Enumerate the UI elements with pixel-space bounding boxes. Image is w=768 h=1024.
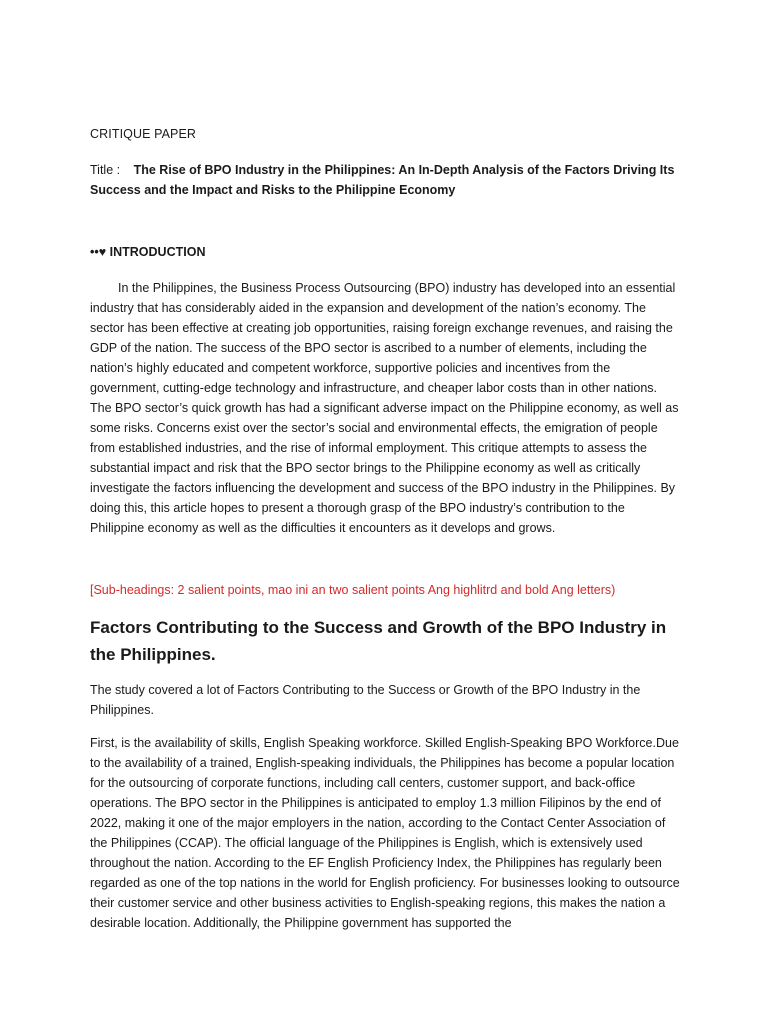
subheading-note: [Sub-headings: 2 salient points, mao ini an two salient points Ang highlitrd and bold Ang letters) — [90, 583, 616, 597]
introduction-paragraph: In the Philippines, the Business Process Outsourcing (BPO) industry has developed into an essential industry that has considerably aided in the expansion and development of the nation’s economy. The sector has been effective at creating job opportunities, raising foreign exchange revenues, and raising the GDP of the nation. The success of the BPO sector is ascribed to a number of elements, including the nation’s highly educated and competent workforce, supportive policies and incentives from the government, cutting-edge technology and infrastructure, and cheaper labor costs than in other nations. The BPO sector’s quick growth has had a significant adverse impact on the Philippine economy, as well as some risks. Concerns exist over the sector’s social and environmental effects, the emigration of people from established industries, and the rise of informal employment. This critique attempts to assess the substantial impact and risk that the BPO sector brings to the Philippine economy as well as critically investigate the factors influencing the development and success of the BPO industry in the Philippines. By doing this, this article hopes to present a thorough grasp of the BPO industry’s contribution to the Philippine economy as well as the difficulties it encounters as it develops and grows. — [90, 281, 679, 535]
section-body-paragraph: First, is the availability of skills, English Speaking workforce. Skilled English-Speaking BPO Workforce.Due to the availability of a trained, English-speaking individuals, the Philippines has become a popular location for the outsourcing of corporate functions, including call centers, customer support, and back-office operations. The BPO sector in the Philippines is anticipated to employ 1.3 million Filipinos by the end of 2022, making it one of the major employers in the nation, according to the Contact Center Association of the Philippines (CCAP). The official language of the Philippines is English, which is extensively used throughout the nation. According to the EF English Proficiency Index, the Philippines has regularly been regarded as one of the top nations in the world for English proficiency. For businesses looking to outsource their customer service and other business activities to English-speaking regions, this makes the nation a desirable location. Additionally, the Philippine government has supported the — [90, 736, 680, 930]
title-prefix: Title : — [90, 163, 121, 177]
document-label: CRITIQUE PAPER — [90, 127, 197, 141]
introduction-heading: ••♥ INTRODUCTION — [90, 245, 206, 259]
document-title: The Rise of BPO Industry in the Philippines: An In-Depth Analysis of the Factors Driving Its Success and the Impact and Risks to the Philippine Economy — [90, 163, 675, 197]
section-intro-paragraph: The study covered a lot of Factors Contributing to the Success or Growth of the BPO Industry in the Philippines. — [90, 683, 641, 717]
section-heading: Factors Contributing to the Success and Growth of the BPO Industry in the Philippines. — [90, 618, 667, 664]
document-title-block — [90, 160, 680, 200]
